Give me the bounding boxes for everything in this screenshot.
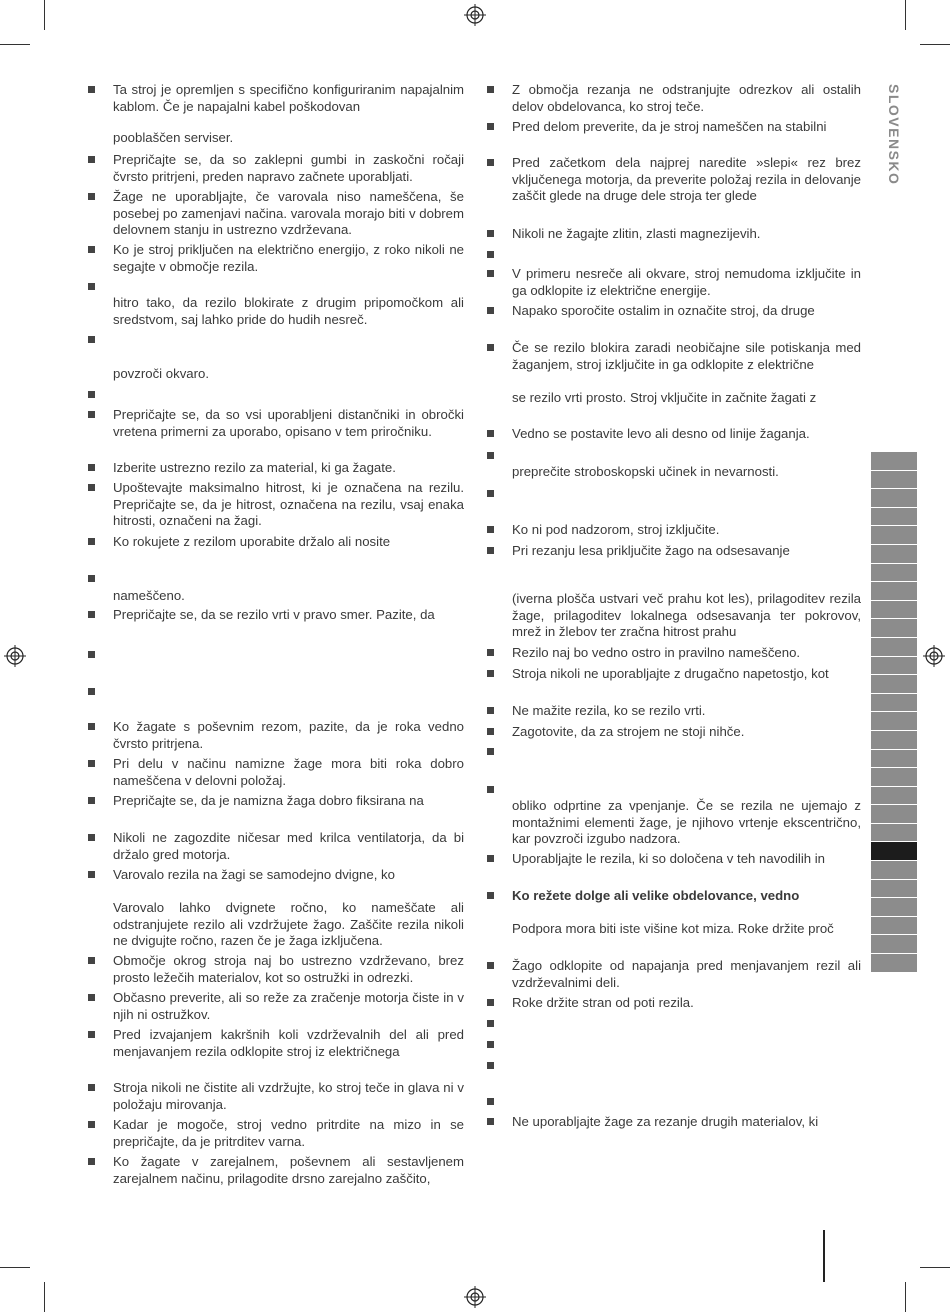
list-item-text: Z območja rezanja ne odstranjujte odrezkov ali ostalih delov obdelovanca, ko stroj teče. [512, 82, 861, 114]
list-item-text: Rezilo naj bo vedno ostro in pravilno nameščeno. [512, 645, 801, 660]
list-item-text: (iverna plošča ustvari več prahu kot les), prilagoditev rezila žage, prilagoditev lokalnega odsesavanja ter pokrovov, mrež in žlebov ter zračna hitrost prahu [512, 591, 861, 640]
crop-mark [0, 44, 30, 45]
language-tab [871, 545, 917, 564]
language-tab [871, 471, 917, 490]
language-tab [871, 601, 917, 620]
list-item-text: obliko odprtine za vpenjanje. Če se rezila ne ujemajo z montažnimi elementi žage, je njihovo vrtenje ekscentrično, kar povzroči izgubo nadzora. [512, 798, 861, 847]
bullet-square-icon [88, 611, 95, 618]
bullet-square-icon [487, 452, 494, 459]
language-tab [871, 638, 917, 657]
bullet-square-icon [487, 526, 494, 533]
bullet-square-icon [88, 871, 95, 878]
bullet-square-icon [487, 270, 494, 277]
list-item-text: Stroja nikoli ne čistite ali vzdržujte, ko stroj teče in glava ni v položaju mirovanja. [113, 1080, 464, 1112]
bullet-square-icon [487, 230, 494, 237]
bullet-square-icon [88, 957, 95, 964]
language-tab [871, 731, 917, 750]
bullet-square-icon [88, 760, 95, 767]
list-item-text: Pred delom preverite, da je stroj nameščen na stabilni [512, 119, 827, 134]
bullet-square-icon [487, 159, 494, 166]
bullet-square-icon [487, 892, 494, 899]
list-item-text: Varovalo rezila na žagi se samodejno dvigne, ko [113, 867, 395, 882]
language-tab [871, 768, 917, 787]
bullet-square-icon [487, 999, 494, 1006]
list-item-text: Nikoli ne zagozdite ničesar med krilca ventilatorja, da bi držalo gred motorja. [113, 830, 464, 862]
bullet-square-icon [88, 156, 95, 163]
list-item-text: Pri delu v načinu namizne žage mora biti roka dobro nameščena v delovni položaj. [113, 756, 464, 788]
language-tab [871, 824, 917, 843]
language-tab [871, 750, 917, 769]
bullet-square-icon [88, 538, 95, 545]
list-item-text: Ko žagate v zarejalnem, poševnem ali sestavljenem zarejalnem načinu, prilagodite drsno zarejalno zaščito, [113, 1154, 464, 1186]
list-item-text: Ko rokujete z rezilom uporabite držalo ali nosite [113, 534, 391, 549]
list-item-text: Prepričajte se, da je namizna žaga dobro fiksirana na [113, 793, 424, 808]
list-item-text: Prepričajte se, da se rezilo vrti v pravo smer. Pazite, da [113, 607, 435, 622]
language-tab [871, 564, 917, 583]
crop-mark [0, 1267, 30, 1268]
list-item-text: Roke držite stran od poti rezila. [512, 995, 694, 1010]
language-tab [871, 787, 917, 806]
language-tab-active [871, 842, 917, 861]
language-tab [871, 694, 917, 713]
language-tab [871, 917, 917, 936]
bullet-square-icon [88, 1158, 95, 1165]
language-tab [871, 935, 917, 954]
list-item-text: V primeru nesreče ali okvare, stroj nemudoma izključite in ga odklopite iz električne energije. [512, 266, 861, 298]
bullet-square-icon [88, 246, 95, 253]
list-item-text: Ko ni pod nadzorom, stroj izključite. [512, 522, 720, 537]
language-tab [871, 489, 917, 508]
bullet-square-icon [487, 251, 494, 258]
bullet-square-icon [88, 834, 95, 841]
bullet-square-icon [487, 1041, 494, 1048]
registration-mark-icon [4, 645, 26, 667]
bullet-square-icon [88, 651, 95, 658]
language-label: SLOVENSKO [886, 84, 902, 186]
list-item-text: Pred izvajanjem kakršnih koli vzdrževalnih del ali pred menjavanjem rezila odklopite stroj iz električnega [113, 1027, 464, 1059]
language-tab [871, 582, 917, 601]
list-item-text: povzroči okvaro. [113, 366, 210, 381]
bullet-square-icon [88, 86, 95, 93]
list-item-text: hitro tako, da rezilo blokirate z drugim pripomočkom ali sredstvom, saj lahko pride do hudih nesreč. [113, 295, 464, 327]
bullet-square-icon [88, 1084, 95, 1091]
crop-mark [905, 1282, 906, 1312]
bullet-square-icon [88, 283, 95, 290]
list-item-text: Kadar je mogoče, stroj vedno pritrdite na mizo in se prepričajte, da je pritrditev varna. [113, 1117, 464, 1149]
crop-mark [920, 44, 950, 45]
list-item-text: Napako sporočite ostalim in označite stroj, da druge [512, 303, 815, 318]
crop-mark [920, 1267, 950, 1268]
list-item-text: Občasno preverite, ali so reže za zračenje motorja čiste in v njih ni ostružkov. [113, 990, 464, 1022]
language-tab-strip [871, 452, 917, 973]
bullet-square-icon [88, 411, 95, 418]
bullet-square-icon [88, 1121, 95, 1128]
list-item-text: Ne mažite rezila, ko se rezilo vrti. [512, 703, 706, 718]
bullet-square-icon [487, 307, 494, 314]
language-tab [871, 657, 917, 676]
bullet-square-icon [88, 797, 95, 804]
language-tab [871, 861, 917, 880]
bullet-square-icon [487, 786, 494, 793]
bullet-square-icon [88, 723, 95, 730]
language-tab [871, 675, 917, 694]
list-item-text: Območje okrog stroja naj bo ustrezno vzdrževano, brez prosto ležečih materialov, kot so ostružki in odrezki. [113, 953, 464, 985]
language-tab [871, 805, 917, 824]
list-item-text: Vedno se postavite levo ali desno od linije žaganja. [512, 426, 810, 441]
list-item-text: Varovalo lahko dvignete ročno, ko nameščate ali odstranjujete rezilo ali vzdržujete žago. Zaščite rezila nikoli ne dvigujte ročno, razen če je žaga izključena. [113, 900, 464, 949]
bullet-square-icon [88, 464, 95, 471]
bullet-square-icon [88, 1031, 95, 1038]
language-tab [871, 508, 917, 527]
list-item-text: Ko je stroj priključen na električno energijo, z roko nikoli ne segajte v območje rezila. [113, 242, 464, 274]
bullet-square-icon [487, 1020, 494, 1027]
bullet-square-icon [487, 855, 494, 862]
bullet-square-icon [88, 484, 95, 491]
bullet-square-icon [487, 86, 494, 93]
bullet-square-icon [487, 707, 494, 714]
bullet-square-icon [487, 1062, 494, 1069]
list-item-text: Nikoli ne žagajte zlitin, zlasti magnezijevih. [512, 226, 761, 241]
registration-mark-icon [464, 4, 486, 26]
list-item-text: Uporabljajte le rezila, ki so določena v teh navodilih in [512, 851, 826, 866]
language-tab [871, 619, 917, 638]
list-item-text: Zagotovite, da za strojem ne stoji nihče. [512, 724, 745, 739]
bullet-square-icon [487, 962, 494, 969]
crop-mark [44, 0, 45, 30]
crop-mark [905, 0, 906, 30]
language-tab [871, 526, 917, 545]
bullet-square-icon [88, 391, 95, 398]
language-tab [871, 898, 917, 917]
list-item-text: Stroja nikoli ne uporabljajte z drugačno napetostjo, kot [512, 666, 829, 681]
bullet-square-icon [88, 688, 95, 695]
crop-mark [44, 1282, 45, 1312]
list-item-text: Ta stroj je opremljen s specifično konfiguriranim napajalnim kablom. Če je napajalni kabel poškodovan [113, 82, 464, 114]
list-item-text: Žago odklopite od napajanja pred menjavanjem rezil ali vzdrževalnimi deli. [512, 958, 861, 990]
language-tab [871, 954, 917, 973]
list-item-text: Podpora mora biti iste višine kot miza. Roke držite proč [512, 921, 834, 936]
language-tab [871, 452, 917, 471]
list-item-text: Ko režete dolge ali velike obdelovance, vedno [512, 888, 800, 903]
list-item-text: se rezilo vrti prosto. Stroj vključite in začnite žagati z [512, 390, 817, 405]
bullet-square-icon [487, 490, 494, 497]
registration-mark-icon [923, 645, 945, 667]
list-item-text: Pred začetkom dela najprej naredite »slepi« rez brez vključenega motorja, da preverite položaj rezila in delovanje zaščit glede na druge dele stroja ter glede [512, 155, 861, 204]
bullet-square-icon [88, 575, 95, 582]
bullet-square-icon [487, 1098, 494, 1105]
bullet-square-icon [487, 547, 494, 554]
bullet-square-icon [88, 336, 95, 343]
language-tab [871, 880, 917, 899]
registration-mark-icon [464, 1286, 486, 1308]
list-item-text: pooblaščen serviser. [113, 130, 234, 145]
list-item-text: Pri rezanju lesa priključite žago na odsesavanje [512, 543, 790, 558]
list-item-text: nameščeno. [113, 588, 185, 603]
list-item-text: Upoštevajte maksimalno hitrost, ki je označena na rezilu. Prepričajte se, da je hitrost, označena na rezilu, vsaj enaka hitrosti, označeni na žagi. [113, 480, 464, 529]
bullet-square-icon [487, 344, 494, 351]
bullet-square-icon [487, 748, 494, 755]
bullet-square-icon [487, 430, 494, 437]
language-tab [871, 712, 917, 731]
bullet-square-icon [88, 193, 95, 200]
list-item-text: Prepričajte se, da so zaklepni gumbi in zaskočni ročaji čvrsto pritrjeni, preden napravo začnete uporabljati. [113, 152, 464, 184]
list-item-text: Ne uporabljajte žage za rezanje drugih materialov, ki [512, 1114, 819, 1129]
list-item-text: Izberite ustrezno rezilo za material, ki ga žagate. [113, 460, 396, 475]
list-item-text: Žage ne uporabljajte, če varovala niso nameščena, še posebej po zamenjavi načina. varovala morajo biti v dobrem delovnem stanju in ustrezno vzdrževana. [113, 189, 464, 238]
bullet-square-icon [487, 1118, 494, 1125]
list-item-text: Prepričajte se, da so vsi uporabljeni distančniki in obročki vretena primerni za uporabo, opisano v tem priročniku. [113, 407, 464, 439]
bullet-square-icon [487, 649, 494, 656]
bullet-square-icon [487, 123, 494, 130]
bullet-square-icon [88, 994, 95, 1001]
bullet-square-icon [487, 670, 494, 677]
list-item-text: Če se rezilo blokira zaradi neobičajne sile potiskanja med žaganjem, stroj izključite in ga odklopite z električne [512, 340, 861, 372]
list-item-text: preprečite stroboskopski učinek in nevarnosti. [512, 464, 779, 479]
bullet-square-icon [487, 728, 494, 735]
list-item-text: Ko žagate s poševnim rezom, pazite, da je roka vedno čvrsto pritrjena. [113, 719, 464, 751]
page-number-bar [823, 1230, 825, 1282]
